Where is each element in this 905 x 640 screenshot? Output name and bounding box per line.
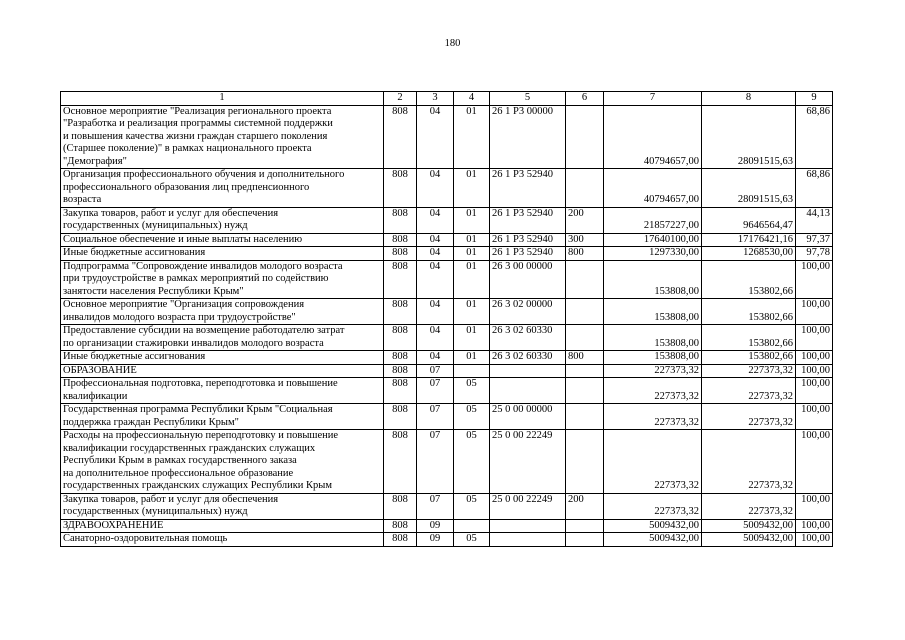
cell-actual-amount: 5009432,00 bbox=[702, 533, 796, 547]
table-header-row bbox=[61, 92, 833, 106]
cell-planned-amount: 227373,32 bbox=[604, 430, 702, 494]
cell-actual-amount: 28091515,63 bbox=[702, 169, 796, 208]
cell-name: Организация профессионального обучения и дополнительного профессионального образования лиц предпенсионного возраста bbox=[61, 169, 384, 208]
cell-expense-type bbox=[566, 364, 604, 378]
table-row bbox=[61, 169, 833, 208]
cell-section-code: 07 bbox=[417, 378, 454, 404]
cell-actual-amount: 153802,66 bbox=[702, 325, 796, 351]
table-row bbox=[61, 378, 833, 404]
cell-section-code: 07 bbox=[417, 364, 454, 378]
cell-percent: 100,00 bbox=[796, 533, 833, 547]
cell-expense-type: 800 bbox=[566, 351, 604, 365]
column-header: 9 bbox=[796, 92, 833, 106]
cell-percent: 68,86 bbox=[796, 105, 833, 169]
cell-subsection-code: 05 bbox=[454, 493, 490, 519]
cell-ministry-code: 808 bbox=[384, 430, 417, 494]
cell-expense-type bbox=[566, 378, 604, 404]
cell-target-article: 26 1 Р3 52940 bbox=[490, 169, 566, 208]
cell-expense-type: 300 bbox=[566, 233, 604, 247]
cell-planned-amount: 1297330,00 bbox=[604, 247, 702, 261]
table-row bbox=[61, 519, 833, 533]
column-header: 2 bbox=[384, 92, 417, 106]
column-header: 3 bbox=[417, 92, 454, 106]
cell-planned-amount: 153808,00 bbox=[604, 299, 702, 325]
cell-planned-amount: 153808,00 bbox=[604, 351, 702, 365]
cell-subsection-code: 01 bbox=[454, 299, 490, 325]
budget-table bbox=[60, 91, 833, 547]
cell-section-code: 04 bbox=[417, 207, 454, 233]
table-row bbox=[61, 533, 833, 547]
cell-planned-amount: 40794657,00 bbox=[604, 169, 702, 208]
cell-percent: 97,78 bbox=[796, 247, 833, 261]
cell-subsection-code: 01 bbox=[454, 247, 490, 261]
table-row bbox=[61, 364, 833, 378]
cell-subsection-code: 01 bbox=[454, 233, 490, 247]
cell-percent: 97,37 bbox=[796, 233, 833, 247]
cell-ministry-code: 808 bbox=[384, 325, 417, 351]
column-header: 5 bbox=[490, 92, 566, 106]
cell-actual-amount: 227373,32 bbox=[702, 364, 796, 378]
cell-subsection-code: 05 bbox=[454, 430, 490, 494]
table-row bbox=[61, 233, 833, 247]
cell-target-article bbox=[490, 364, 566, 378]
cell-percent: 44,13 bbox=[796, 207, 833, 233]
cell-planned-amount: 227373,32 bbox=[604, 493, 702, 519]
cell-subsection-code: 05 bbox=[454, 378, 490, 404]
table-row bbox=[61, 493, 833, 519]
cell-target-article: 26 1 Р3 52940 bbox=[490, 233, 566, 247]
cell-name: Закупка товаров, работ и услуг для обеспечения государственных (муниципальных) нужд bbox=[61, 493, 384, 519]
cell-target-article: 25 0 00 00000 bbox=[490, 404, 566, 430]
cell-ministry-code: 808 bbox=[384, 364, 417, 378]
cell-actual-amount: 153802,66 bbox=[702, 299, 796, 325]
cell-name: Иные бюджетные ассигнования bbox=[61, 247, 384, 261]
cell-planned-amount: 153808,00 bbox=[604, 325, 702, 351]
cell-actual-amount: 1268530,00 bbox=[702, 247, 796, 261]
cell-section-code: 04 bbox=[417, 299, 454, 325]
cell-percent: 100,00 bbox=[796, 404, 833, 430]
cell-percent: 100,00 bbox=[796, 430, 833, 494]
cell-target-article bbox=[490, 533, 566, 547]
cell-section-code: 07 bbox=[417, 493, 454, 519]
column-header: 6 bbox=[566, 92, 604, 106]
cell-expense-type bbox=[566, 404, 604, 430]
cell-actual-amount: 227373,32 bbox=[702, 378, 796, 404]
cell-percent: 68,86 bbox=[796, 169, 833, 208]
cell-ministry-code: 808 bbox=[384, 351, 417, 365]
table-row bbox=[61, 430, 833, 494]
cell-ministry-code: 808 bbox=[384, 533, 417, 547]
cell-name: Санаторно-оздоровительная помощь bbox=[61, 533, 384, 547]
cell-subsection-code: 01 bbox=[454, 105, 490, 169]
cell-planned-amount: 153808,00 bbox=[604, 260, 702, 299]
cell-actual-amount: 5009432,00 bbox=[702, 519, 796, 533]
cell-target-article: 26 1 Р3 52940 bbox=[490, 207, 566, 233]
cell-section-code: 09 bbox=[417, 519, 454, 533]
cell-percent: 100,00 bbox=[796, 364, 833, 378]
cell-name: Профессиональная подготовка, переподготовка и повышение квалификации bbox=[61, 378, 384, 404]
cell-expense-type bbox=[566, 430, 604, 494]
cell-ministry-code: 808 bbox=[384, 404, 417, 430]
cell-percent: 100,00 bbox=[796, 299, 833, 325]
cell-name: Расходы на профессиональную переподготовку и повышение квалификации государственных гражданских служащих Республики Крым в рамках государственного заказа на дополнительное профессиональное образование государственных гражданских служащих Республики Крым bbox=[61, 430, 384, 494]
cell-section-code: 04 bbox=[417, 169, 454, 208]
cell-subsection-code: 01 bbox=[454, 325, 490, 351]
table-row bbox=[61, 404, 833, 430]
cell-section-code: 04 bbox=[417, 247, 454, 261]
cell-ministry-code: 808 bbox=[384, 207, 417, 233]
cell-expense-type bbox=[566, 169, 604, 208]
cell-actual-amount: 227373,32 bbox=[702, 493, 796, 519]
table-row bbox=[61, 247, 833, 261]
cell-name: Государственная программа Республики Крым "Социальная поддержка граждан Республики Крым" bbox=[61, 404, 384, 430]
cell-ministry-code: 808 bbox=[384, 247, 417, 261]
table-body bbox=[61, 105, 833, 546]
cell-percent: 100,00 bbox=[796, 325, 833, 351]
cell-section-code: 04 bbox=[417, 233, 454, 247]
cell-percent: 100,00 bbox=[796, 378, 833, 404]
cell-planned-amount: 227373,32 bbox=[604, 404, 702, 430]
cell-name: Предоставление субсидии на возмещение работодателю затрат по организации стажировки инвалидов молодого возраста bbox=[61, 325, 384, 351]
cell-target-article: 26 3 02 60330 bbox=[490, 351, 566, 365]
cell-expense-type bbox=[566, 105, 604, 169]
cell-name: Подпрограмма "Сопровождение инвалидов молодого возраста при трудоустройстве в рамках мероприятий по содействию занятости населения Республики Крым" bbox=[61, 260, 384, 299]
page-number: 180 bbox=[444, 38, 461, 49]
cell-name: Иные бюджетные ассигнования bbox=[61, 351, 384, 365]
cell-name: Социальное обеспечение и иные выплаты населению bbox=[61, 233, 384, 247]
cell-section-code: 04 bbox=[417, 260, 454, 299]
cell-percent: 100,00 bbox=[796, 260, 833, 299]
cell-target-article: 25 0 00 22249 bbox=[490, 430, 566, 494]
cell-subsection-code: 05 bbox=[454, 404, 490, 430]
cell-name: ОБРАЗОВАНИЕ bbox=[61, 364, 384, 378]
cell-section-code: 04 bbox=[417, 351, 454, 365]
cell-ministry-code: 808 bbox=[384, 519, 417, 533]
cell-actual-amount: 153802,66 bbox=[702, 351, 796, 365]
cell-target-article: 26 3 02 60330 bbox=[490, 325, 566, 351]
table-row bbox=[61, 207, 833, 233]
cell-actual-amount: 28091515,63 bbox=[702, 105, 796, 169]
cell-planned-amount: 21857227,00 bbox=[604, 207, 702, 233]
cell-ministry-code: 808 bbox=[384, 260, 417, 299]
column-header: 4 bbox=[454, 92, 490, 106]
cell-planned-amount: 227373,32 bbox=[604, 364, 702, 378]
cell-planned-amount: 5009432,00 bbox=[604, 533, 702, 547]
table-row bbox=[61, 325, 833, 351]
cell-subsection-code: 01 bbox=[454, 351, 490, 365]
cell-ministry-code: 808 bbox=[384, 493, 417, 519]
cell-expense-type: 200 bbox=[566, 493, 604, 519]
cell-expense-type bbox=[566, 260, 604, 299]
cell-subsection-code: 05 bbox=[454, 533, 490, 547]
cell-section-code: 04 bbox=[417, 105, 454, 169]
cell-target-article bbox=[490, 519, 566, 533]
cell-target-article: 26 3 00 00000 bbox=[490, 260, 566, 299]
cell-actual-amount: 227373,32 bbox=[702, 404, 796, 430]
table-row bbox=[61, 299, 833, 325]
cell-section-code: 09 bbox=[417, 533, 454, 547]
cell-planned-amount: 227373,32 bbox=[604, 378, 702, 404]
cell-percent: 100,00 bbox=[796, 493, 833, 519]
cell-ministry-code: 808 bbox=[384, 299, 417, 325]
cell-expense-type: 800 bbox=[566, 247, 604, 261]
cell-ministry-code: 808 bbox=[384, 169, 417, 208]
cell-target-article: 26 1 Р3 52940 bbox=[490, 247, 566, 261]
cell-target-article: 26 1 Р3 00000 bbox=[490, 105, 566, 169]
cell-target-article bbox=[490, 378, 566, 404]
cell-ministry-code: 808 bbox=[384, 233, 417, 247]
cell-ministry-code: 808 bbox=[384, 105, 417, 169]
cell-section-code: 04 bbox=[417, 325, 454, 351]
cell-subsection-code: 01 bbox=[454, 169, 490, 208]
cell-name: Закупка товаров, работ и услуг для обеспечения государственных (муниципальных) нужд bbox=[61, 207, 384, 233]
cell-actual-amount: 9646564,47 bbox=[702, 207, 796, 233]
cell-subsection-code bbox=[454, 364, 490, 378]
cell-planned-amount: 5009432,00 bbox=[604, 519, 702, 533]
cell-section-code: 07 bbox=[417, 404, 454, 430]
cell-planned-amount: 17640100,00 bbox=[604, 233, 702, 247]
cell-expense-type bbox=[566, 519, 604, 533]
cell-expense-type bbox=[566, 533, 604, 547]
cell-ministry-code: 808 bbox=[384, 378, 417, 404]
cell-subsection-code: 01 bbox=[454, 207, 490, 233]
cell-expense-type: 200 bbox=[566, 207, 604, 233]
cell-actual-amount: 227373,32 bbox=[702, 430, 796, 494]
cell-name: Основное мероприятие "Реализация регионального проекта "Разработка и реализация программы системной поддержки и повышения качества жизни граждан старшего поколения (Старшее поколение)" в рамках национального проекта "Демография" bbox=[61, 105, 384, 169]
table-row bbox=[61, 260, 833, 299]
cell-expense-type bbox=[566, 325, 604, 351]
column-header: 1 bbox=[61, 92, 384, 106]
cell-name: ЗДРАВООХРАНЕНИЕ bbox=[61, 519, 384, 533]
cell-planned-amount: 40794657,00 bbox=[604, 105, 702, 169]
column-header: 7 bbox=[604, 92, 702, 106]
table-row bbox=[61, 105, 833, 169]
cell-section-code: 07 bbox=[417, 430, 454, 494]
column-header: 8 bbox=[702, 92, 796, 106]
cell-expense-type bbox=[566, 299, 604, 325]
cell-subsection-code: 01 bbox=[454, 260, 490, 299]
cell-percent: 100,00 bbox=[796, 519, 833, 533]
cell-target-article: 26 3 02 00000 bbox=[490, 299, 566, 325]
table-row bbox=[61, 351, 833, 365]
cell-target-article: 25 0 00 22249 bbox=[490, 493, 566, 519]
cell-percent: 100,00 bbox=[796, 351, 833, 365]
cell-actual-amount: 153802,66 bbox=[702, 260, 796, 299]
cell-name: Основное мероприятие "Организация сопровождения инвалидов молодого возраста при трудоустройстве" bbox=[61, 299, 384, 325]
cell-subsection-code bbox=[454, 519, 490, 533]
cell-actual-amount: 17176421,16 bbox=[702, 233, 796, 247]
